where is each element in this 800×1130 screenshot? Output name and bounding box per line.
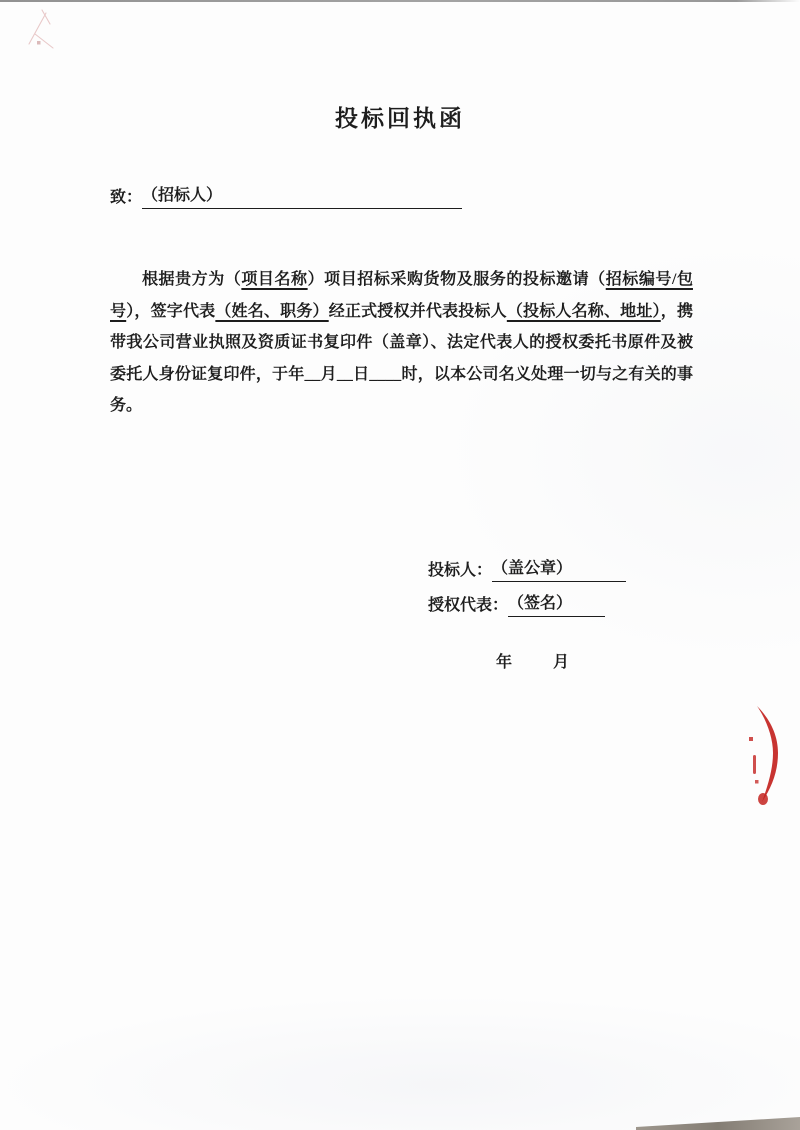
recipient-line bbox=[110, 185, 462, 209]
agent-underline bbox=[508, 593, 605, 617]
bidder-signature-line bbox=[428, 558, 626, 582]
recipient-underline bbox=[142, 185, 462, 209]
body-paragraph: 根据贵方为（项目名称）项目招标采购货物及服务的投标邀请（招标编号/包号），签字代表（姓名、职务）经正式授权并代表投标人（投标人名称、地址），携带我公司营业执照及资质证书复印件（盖章）、法定代表人的授权委托书原件及被委托人身份证复印件，于年__月__日____时，以本公司名义处理一切与之有关的事务。 bbox=[110, 271, 693, 414]
bidder-underline bbox=[492, 558, 626, 582]
scan-shadow bbox=[636, 1113, 800, 1130]
agent-signature-line bbox=[428, 593, 626, 617]
date-month-label: 月 bbox=[553, 654, 570, 671]
scan-edge-line bbox=[0, 0, 800, 2]
date-year-label: 年 bbox=[496, 654, 513, 671]
red-stamp-arc-icon bbox=[746, 704, 784, 806]
page-title: 投标回执函 bbox=[335, 106, 465, 131]
agent-label: 授权代表： bbox=[428, 597, 509, 614]
signature-block bbox=[428, 558, 626, 628]
recipient-value: （招标人） bbox=[142, 187, 223, 204]
date-line bbox=[496, 652, 569, 674]
bidder-value: （盖公章） bbox=[492, 560, 573, 577]
faint-red-scribble-icon bbox=[22, 4, 62, 54]
agent-value: （签名） bbox=[508, 595, 573, 612]
bidder-label: 投标人： bbox=[428, 562, 493, 579]
recipient-label: 致： bbox=[110, 189, 143, 206]
